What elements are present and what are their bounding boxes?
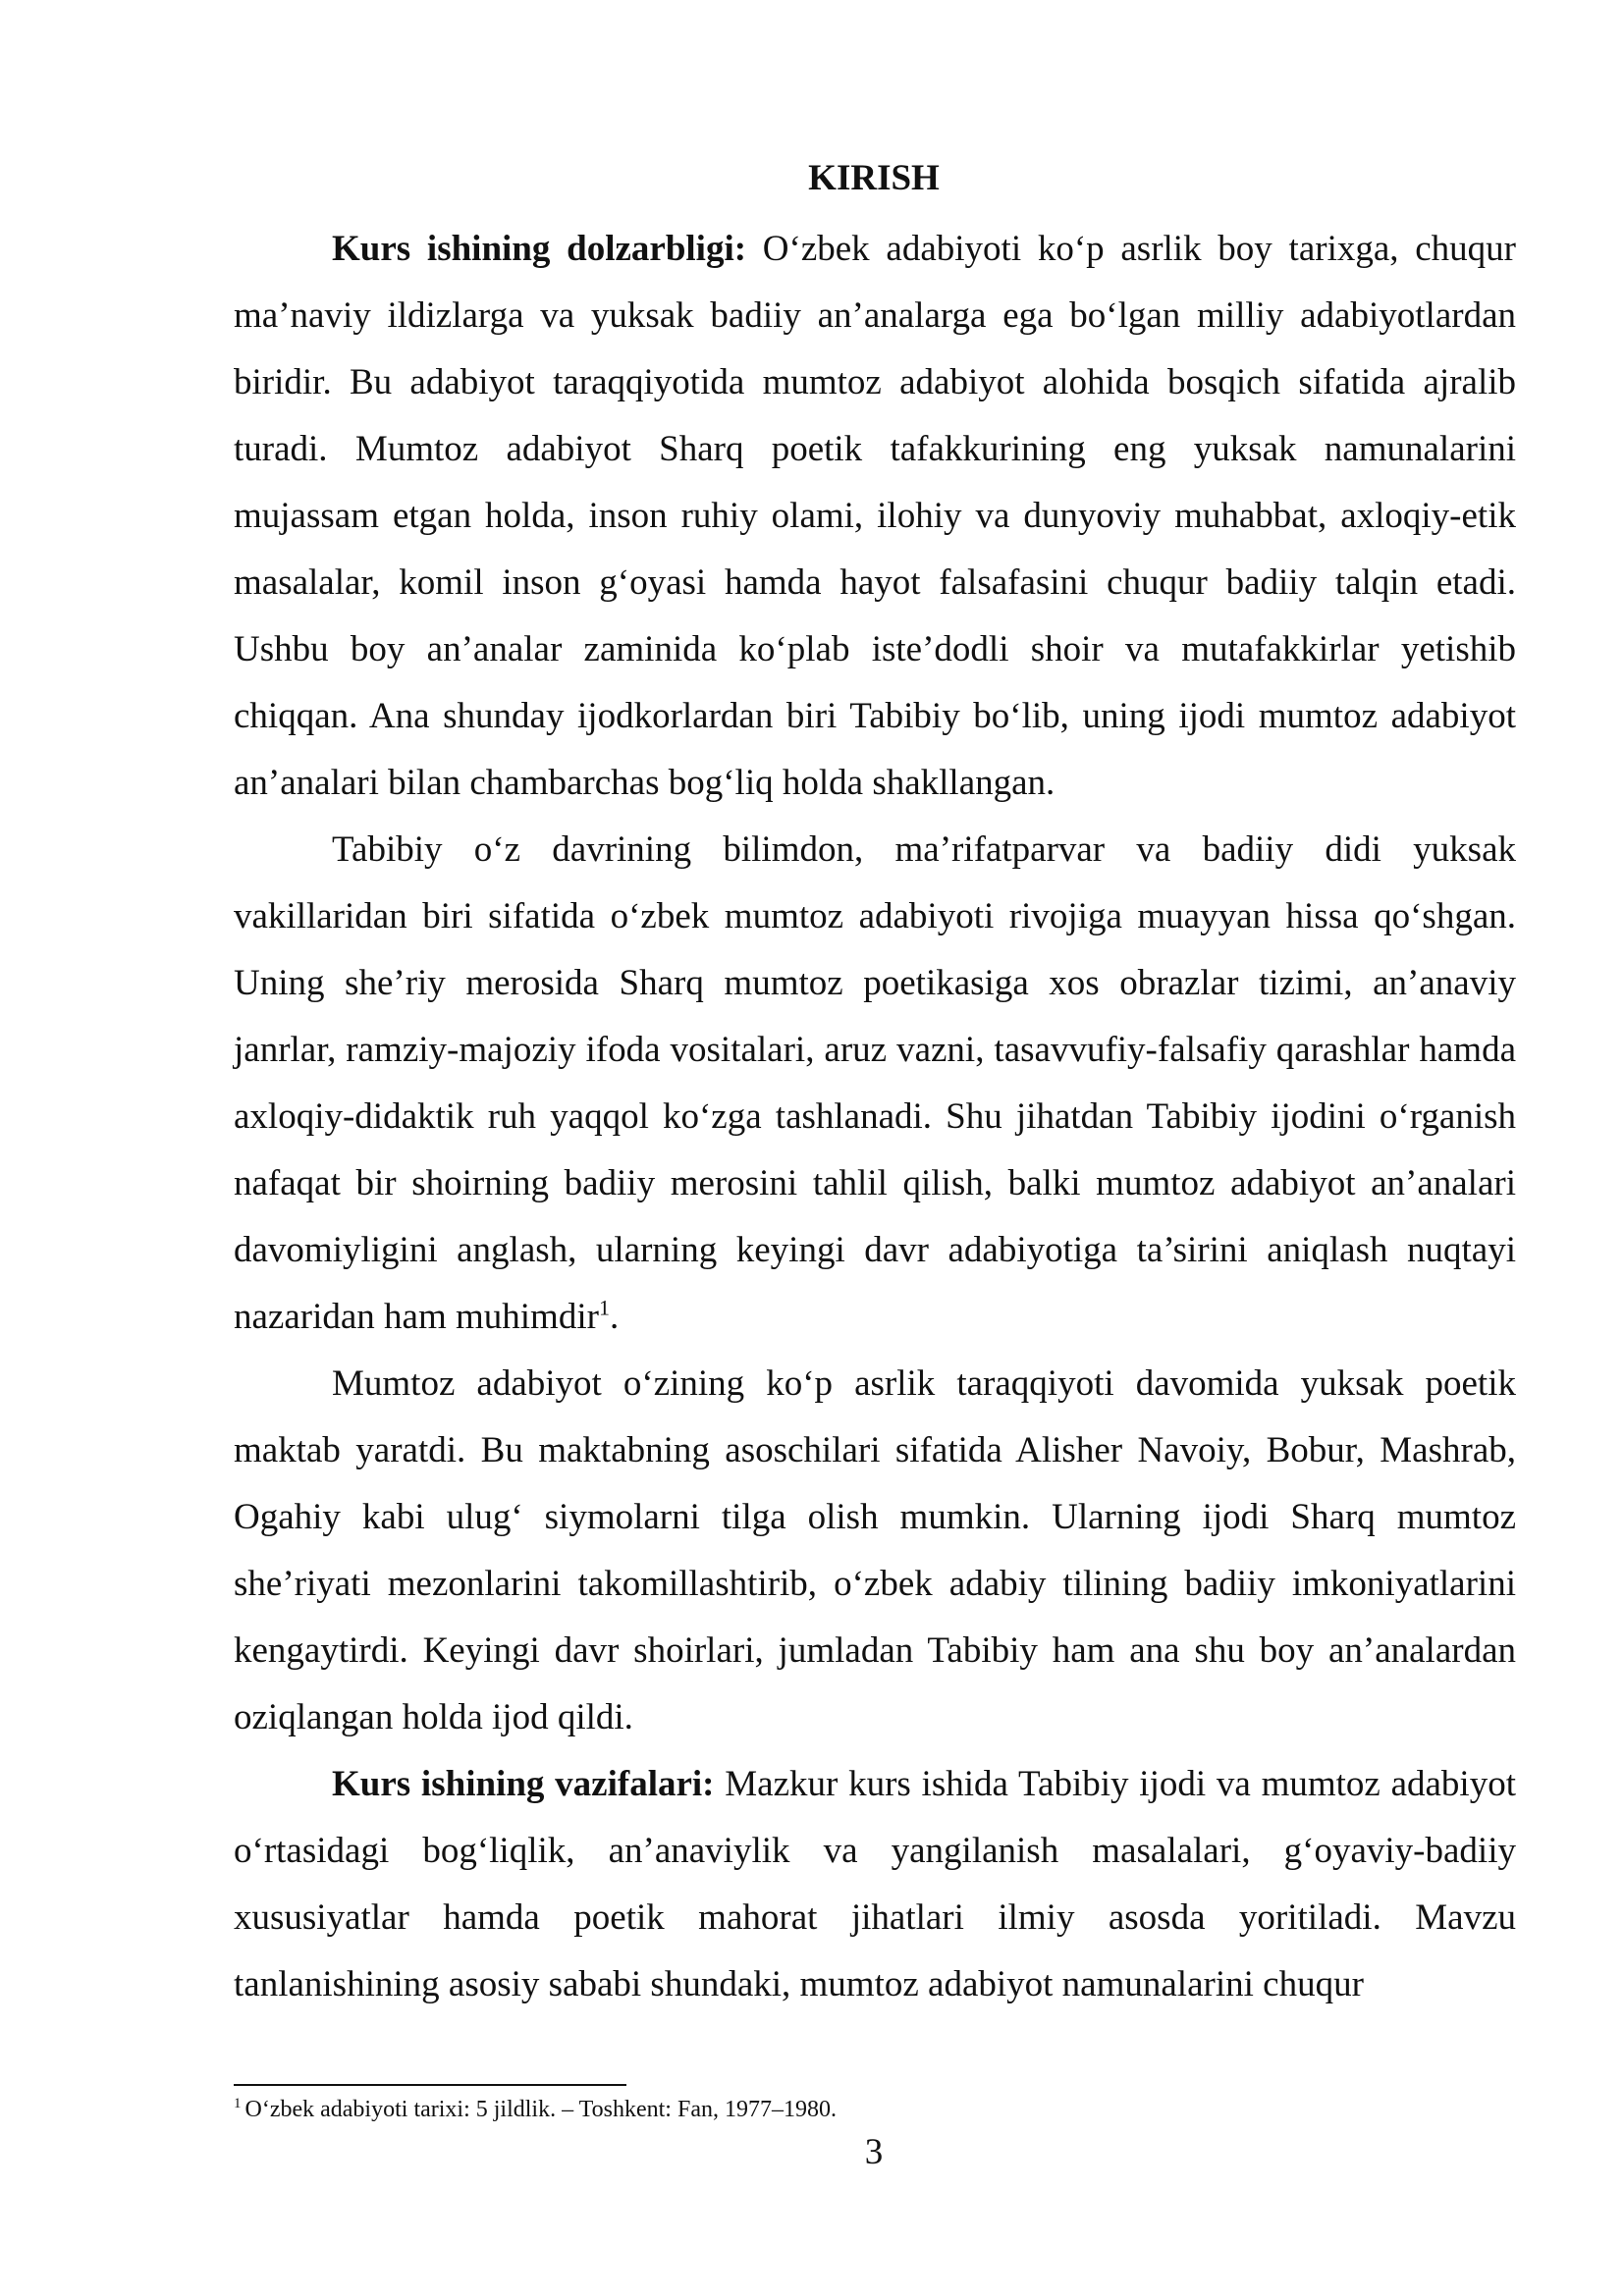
paragraph-text: O‘zbek adabiyoti ko‘p asrlik boy tarixga, chuqur ma’naviy ildizlarga va yuksak badiiy an’analarga ega bo‘lgan milliy adabiyotlardan biridir. Bu adabiyot taraqqiyotida mumtoz adabiyot alohida bosqich sifatida ajralib turadi. Mumtoz adabiyot Sharq poetik tafakkurining eng yuksak namunalarini mujassam etgan holda, inson ruhiy olami, ilohiy va dunyoviy muhabbat, axloqiy-etik masalalar, komil inson g‘oyasi hamda hayot falsafasini chuqur badiiy talqin etadi. Ushbu boy an’analar zaminida ko‘plab iste’dodli shoir va mutafakkirlar yetishib chiqqan. Ana shunday ijodkorlardan biri Tabibiy bo‘lib, uning ijodi mumtoz adabiyot an’analari bilan chambarchas bog‘liq holda shakllangan. <box>234 229 1516 803</box>
footnote-separator <box>234 2084 626 2086</box>
paragraph-tail: . <box>609 1297 620 1337</box>
footnote-reference[interactable]: 1 <box>598 1295 610 1320</box>
paragraph-classical-literature <box>234 1351 1516 1751</box>
page-number: 3 <box>864 2132 884 2172</box>
footnote-number: 1 <box>234 2096 242 2111</box>
paragraph-tabibiy <box>234 817 1516 1351</box>
footnote-text: O‘zbek adabiyoti tarixi: 5 jildlik. – Toshkent: Fan, 1977–1980. <box>244 2097 837 2122</box>
paragraph-label: Kurs ishining dolzarbligi: <box>332 229 747 269</box>
paragraph-label: Kurs ishining vazifalari: <box>332 1764 715 1804</box>
paragraph-text: Mazkur kurs ishida Tabibiy ijodi va mumtoz adabiyot o‘rtasidagi bog‘liqlik, an’anaviylik va yangilanish masalalari, g‘oyaviy-badiiy xususiyatlar hamda poetik mahorat jihatlari ilmiy asosda yoritiladi. Mavzu tanlanishining asosiy sababi shundaki, mumtoz adabiyot namunalarini chuqur <box>234 1764 1516 2004</box>
paragraph-relevance <box>234 216 1516 817</box>
footnote <box>234 2093 837 2126</box>
paragraph-text: Tabibiy o‘z davrining bilimdon, ma’rifatparvar va badiiy didi yuksak vakillaridan biri sifatida o‘zbek mumtoz adabiyoti rivojiga muayyan hissa qo‘shgan. Uning she’riy merosida Sharq mumtoz poetikasiga xos obrazlar tizimi, an’anaviy janrlar, ramziy-majoziy ifoda vositalari, aruz vazni, tasavvufiy-falsafiy qarashlar hamda axloqiy-didaktik ruh yaqqol ko‘zga tashlanadi. Shu jihatdan Tabibiy ijodini o‘rganish nafaqat bir shoirning badiiy merosini tahlil qilish, balki mumtoz adabiyot an’analari davomiyligini anglash, ularning keyingi davr adabiyotiga ta’sirini aniqlash nuqtayi nazaridan ham muhimdir <box>234 829 1516 1337</box>
body-text <box>234 216 1516 2018</box>
paragraph-tasks <box>234 1751 1516 2018</box>
paragraph-text: Mumtoz adabiyot o‘zining ko‘p asrlik taraqqiyoti davomida yuksak poetik maktab yaratdi. Bu maktabning asoschilari sifatida Alisher Navoiy, Bobur, Mashrab, Ogahiy kabi ulug‘ siymolarni tilga olish mumkin. Ularning ijodi Sharq mumtoz she’riyati mezonlarini takomillashtirib, o‘zbek adabiy tilining badiiy imkoniyatlarini kengaytirdi. Keyingi davr shoirlari, jumladan Tabibiy ham ana shu boy an’analardan oziqlangan holda ijod qildi. <box>234 1363 1516 1737</box>
section-heading: KIRISH <box>808 158 940 198</box>
